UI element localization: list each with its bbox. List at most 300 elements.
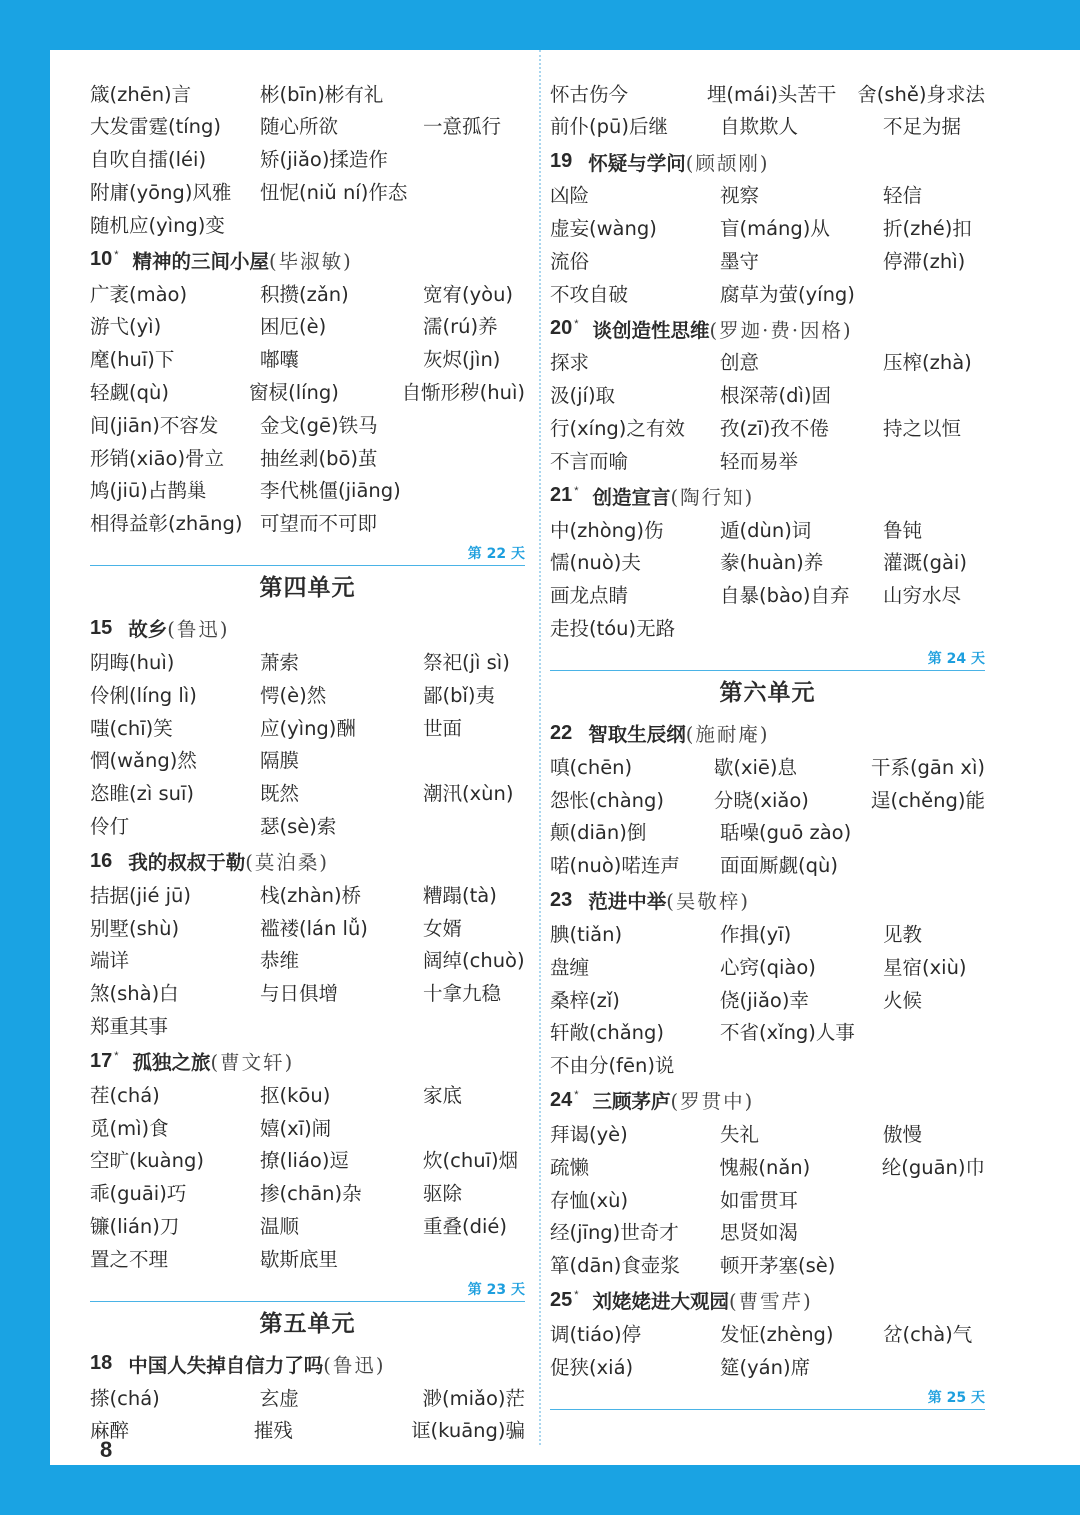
column-divider <box>539 50 541 1445</box>
vocab-word: 自吹自擂(léi) <box>90 148 207 172</box>
vocab-word: 墨守 <box>720 249 760 273</box>
vocab-word: 麾(huī)下 <box>90 348 175 372</box>
vocab-word: 遁(dùn)词 <box>720 518 812 542</box>
vocab-word: 汲(jí)取 <box>550 384 616 408</box>
vocab-word: 宽宥(yòu) <box>423 282 514 306</box>
vocab-word: 阴晦(huì) <box>90 651 175 674</box>
vocab-word: 女婿 <box>423 916 463 940</box>
vocab-row <box>550 1217 985 1250</box>
vocab-word: 灰烬(jìn) <box>423 348 501 372</box>
left-column <box>90 50 525 1448</box>
vocab-row <box>90 344 525 377</box>
vocab-word: 鄙(bǐ)夷 <box>423 683 496 707</box>
vocab-row <box>90 1415 525 1448</box>
vocab-word: 糟蹋(tà) <box>423 883 497 907</box>
vocab-word: 抠(kōu) <box>260 1083 331 1107</box>
lesson-title: 孤独之旅 <box>132 1051 211 1075</box>
vocab-word: 不言而喻 <box>550 449 629 473</box>
lesson-author: (莫泊桑) <box>245 851 329 875</box>
vocab-word: 懦(nuò)夫 <box>550 551 641 575</box>
lesson-heading <box>90 1346 525 1382</box>
lesson-heading <box>550 1282 985 1318</box>
lesson-author: (鲁迅) <box>167 618 230 642</box>
vocab-word: 存恤(xù) <box>550 1188 629 1212</box>
vocab-word: 撩(liáo)逗 <box>260 1149 349 1173</box>
vocab-row <box>550 612 985 645</box>
day-marker <box>90 1276 525 1302</box>
vocab-word: 面面厮觑(qù) <box>720 854 838 878</box>
vocab-row <box>90 376 525 409</box>
vocab-row <box>90 1210 525 1243</box>
vocab-word: 压榨(zhà) <box>883 351 972 375</box>
vocab-word: 不足为据 <box>883 115 962 139</box>
lesson-title: 中国人失掉自信力了吗 <box>128 1353 324 1377</box>
lesson-author: (顾颉刚) <box>685 151 770 175</box>
lesson-number <box>550 889 574 912</box>
vocab-word: 自惭形秽(huì) <box>401 381 525 405</box>
lesson-author: (陶行知) <box>670 485 755 509</box>
vocab-row <box>550 1151 985 1184</box>
vocab-word: 促狭(xiá) <box>550 1355 634 1379</box>
vocab-row <box>550 1318 985 1351</box>
vocab-word: 傲慢 <box>883 1122 923 1146</box>
vocab-word: 拜谒(yè) <box>550 1122 628 1146</box>
vocab-row <box>550 245 985 278</box>
vocab-word: 游弋(yì) <box>90 315 162 339</box>
vocab-row <box>550 1050 985 1083</box>
lesson-author: (毕淑敏) <box>269 249 353 273</box>
vocab-row <box>550 1250 985 1283</box>
vocab-row <box>90 945 525 978</box>
vocab-row <box>90 1243 525 1276</box>
vocab-row <box>90 1145 525 1178</box>
vocab-word: 腐草为萤(yíng) <box>720 282 855 306</box>
vocab-word: 惘(wǎng)然 <box>90 749 197 773</box>
lesson-title: 智取生辰纲 <box>588 723 686 747</box>
vocab-word: 应(yìng)酬 <box>260 716 356 740</box>
vocab-row <box>550 817 985 850</box>
vocab-word: 虚妄(wàng) <box>550 217 657 241</box>
vocab-word: 一意孤行 <box>423 115 502 139</box>
vocab-word: 流俗 <box>550 249 590 273</box>
lesson-number <box>550 1089 579 1112</box>
vocab-word: 怨怅(chàng) <box>550 788 664 812</box>
vocab-row <box>550 278 985 311</box>
vocab-word: 隔膜 <box>260 749 300 773</box>
vocab-word: 郑重其事 <box>90 1014 169 1038</box>
vocab-word: 桑梓(zǐ) <box>550 988 620 1012</box>
vocab-word: 失礼 <box>720 1122 760 1146</box>
vocab-word: 持之以恒 <box>883 417 962 441</box>
day-label: 第 23 天 <box>467 1281 525 1298</box>
vocab-row <box>90 144 525 177</box>
unit-title: 第四单元 <box>259 575 356 602</box>
vocab-row <box>90 442 525 475</box>
vocab-word: 别墅(shù) <box>90 916 180 940</box>
vocab-word: 颠(diān)倒 <box>550 821 647 845</box>
optional-mark: * <box>574 317 579 330</box>
vocab-row <box>550 347 985 380</box>
vocab-word: 恭维 <box>260 949 300 973</box>
lesson-title: 故乡 <box>128 618 168 642</box>
vocab-word: 侥(jiǎo)幸 <box>720 988 809 1012</box>
vocab-word: 与日俱增 <box>260 982 339 1006</box>
vocab-word: 恣睢(zì suī) <box>90 782 195 806</box>
lesson-number-value: 23 <box>550 888 573 911</box>
vocab-word: 灌溉(gài) <box>883 551 967 575</box>
lesson-heading <box>90 610 525 646</box>
vocab-word: 干系(gān xì) <box>870 755 985 779</box>
vocab-row <box>90 1010 525 1043</box>
vocab-word: 温顺 <box>260 1214 300 1238</box>
vocab-word: 嗤(chī)笑 <box>90 716 173 740</box>
vocab-row <box>550 1017 985 1050</box>
vocab-row <box>550 580 985 613</box>
vocab-word: 嘟囔 <box>260 348 300 372</box>
vocab-word: 纶(guān)巾 <box>881 1155 985 1179</box>
right-column <box>550 50 985 1410</box>
page <box>50 50 1080 1465</box>
vocab-row <box>550 850 985 883</box>
vocab-word: 聒噪(guō zào) <box>720 821 852 845</box>
vocab-word: 鸠(jiū)占鹊巢 <box>90 479 207 503</box>
vocab-row <box>550 180 985 213</box>
vocab-row <box>90 679 525 712</box>
vocab-word: 潮汛(xùn) <box>423 782 514 806</box>
vocab-word: 埋(mái)头苦干 <box>706 82 837 106</box>
day-marker <box>550 645 985 671</box>
lesson-author: (罗贯中) <box>670 1090 755 1114</box>
vocab-word: 喏(nuò)喏连声 <box>550 854 680 878</box>
vocab-word: 心窍(qiào) <box>720 955 816 979</box>
vocab-word: 家底 <box>423 1083 463 1107</box>
vocab-word: 濡(rú)养 <box>423 315 498 339</box>
vocab-word: 诓(kuāng)骗 <box>411 1419 525 1443</box>
vocab-row <box>90 912 525 945</box>
vocab-word: 间(jiān)不容发 <box>90 413 219 437</box>
vocab-row <box>550 951 985 984</box>
vocab-word: 箪(dān)食壶浆 <box>550 1254 680 1278</box>
vocab-word: 积攒(zǎn) <box>260 282 349 306</box>
lesson-number <box>550 1289 579 1312</box>
vocab-word: 愧赧(nǎn) <box>719 1155 811 1179</box>
optional-mark: * <box>574 1289 579 1302</box>
vocab-word: 忸怩(niǔ ní)作态 <box>260 181 408 205</box>
vocab-word: 广袤(mào) <box>90 282 188 306</box>
lesson-heading <box>550 882 985 918</box>
lesson-author: (曹雪芹) <box>729 1290 813 1314</box>
vocab-word: 自暴(bào)自弃 <box>720 584 850 608</box>
vocab-word: 相得益彰(zhāng) <box>90 512 243 536</box>
vocab-word: 端详 <box>90 949 130 973</box>
lesson-number-value: 16 <box>90 849 113 872</box>
vocab-word: 孜(zī)孜不倦 <box>720 417 829 441</box>
vocab-word: 搽(chá) <box>90 1386 160 1410</box>
lesson-number-value: 15 <box>90 616 113 639</box>
vocab-row <box>550 751 985 784</box>
lesson-number-value: 17 <box>90 1049 113 1072</box>
vocab-word: 世面 <box>423 716 463 740</box>
vocab-word: 嬉(xī)闹 <box>260 1116 332 1140</box>
lesson-title: 怀疑与学问 <box>588 151 686 175</box>
vocab-word: 困厄(è) <box>260 315 327 339</box>
vocab-word: 十拿九稳 <box>423 982 502 1006</box>
vocab-word: 筵(yán)席 <box>720 1355 811 1379</box>
vocab-word: 豢(huàn)养 <box>720 551 824 575</box>
vocab-row <box>90 508 525 541</box>
vocab-word: 乖(guāi)巧 <box>90 1182 187 1206</box>
lesson-heading <box>90 843 525 879</box>
day-marker <box>90 540 525 566</box>
vocab-word: 随心所欲 <box>260 115 339 139</box>
lesson-title: 创造宣言 <box>592 485 671 509</box>
vocab-word: 附庸(yōng)风雅 <box>90 181 232 205</box>
vocab-word: 山穷水尽 <box>883 584 962 608</box>
vocab-word: 箴(zhēn)言 <box>90 82 192 106</box>
lesson-title: 我的叔叔于勒 <box>128 851 246 875</box>
vocab-word: 彬(bīn)彬有礼 <box>260 82 384 106</box>
lesson-number-value: 18 <box>90 1352 113 1375</box>
lesson-heading <box>550 1082 985 1118</box>
lesson-heading <box>550 715 985 751</box>
vocab-row <box>90 778 525 811</box>
vocab-row <box>90 745 525 778</box>
vocab-row <box>550 445 985 478</box>
vocab-word: 自欺欺人 <box>720 115 799 139</box>
day-label: 第 24 天 <box>927 651 985 668</box>
vocab-word: 歇(xiē)息 <box>713 755 798 779</box>
vocab-row <box>550 1118 985 1151</box>
vocab-row <box>550 514 985 547</box>
vocab-word: 轩敞(chǎng) <box>550 1021 664 1045</box>
lesson-number <box>90 850 114 873</box>
vocab-row <box>550 784 985 817</box>
lesson-number <box>90 248 119 271</box>
vocab-word: 作揖(yī) <box>720 922 792 946</box>
vocab-word: 炊(chuī)烟 <box>423 1149 519 1173</box>
lesson-author: (施耐庵) <box>685 723 770 747</box>
vocab-word: 掺(chān)杂 <box>260 1182 362 1206</box>
vocab-word: 盲(máng)从 <box>720 217 830 241</box>
vocab-word: 经(jīng)世奇才 <box>550 1221 679 1245</box>
vocab-word: 拮据(jié jū) <box>90 883 192 907</box>
vocab-row <box>90 1079 525 1112</box>
vocab-row <box>90 879 525 912</box>
vocab-word: 大发雷霆(tíng) <box>90 115 222 139</box>
vocab-word: 走投(tóu)无路 <box>550 617 676 640</box>
vocab-word: 置之不理 <box>90 1247 169 1271</box>
vocab-word: 瑟(sè)索 <box>260 814 337 838</box>
vocab-word: 腆(tiǎn) <box>550 922 623 946</box>
lesson-heading <box>550 478 985 514</box>
lesson-number <box>90 617 114 640</box>
vocab-row <box>90 278 525 311</box>
lesson-title: 三顾茅庐 <box>592 1090 671 1114</box>
vocab-row <box>90 1382 525 1415</box>
vocab-row <box>90 209 525 242</box>
vocab-word: 分晓(xiǎo) <box>713 788 809 812</box>
vocab-word: 中(zhòng)伤 <box>550 518 664 542</box>
vocab-word: 李代桃僵(jiāng) <box>260 479 401 503</box>
vocab-word: 轻而易举 <box>720 449 799 473</box>
lesson-author: (吴敬梓) <box>666 890 750 914</box>
vocab-word: 重叠(dié) <box>423 1214 508 1238</box>
vocab-row <box>550 547 985 580</box>
vocab-word: 阔绰(chuò) <box>423 949 525 973</box>
vocab-word: 栈(zhàn)桥 <box>260 883 362 907</box>
vocab-word: 麻醉 <box>90 1419 130 1443</box>
vocab-row <box>550 1184 985 1217</box>
vocab-row <box>550 111 985 144</box>
optional-mark: * <box>574 1089 579 1102</box>
vocab-word: 伶仃 <box>90 814 130 838</box>
day-label: 第 22 天 <box>467 546 525 563</box>
vocab-word: 驱除 <box>423 1182 463 1206</box>
vocab-word: 疏懒 <box>550 1155 590 1179</box>
vocab-row <box>90 1178 525 1211</box>
vocab-word: 抽丝剥(bō)茧 <box>260 446 378 470</box>
vocab-word: 行(xíng)之有效 <box>550 417 685 441</box>
lesson-number-value: 21 <box>550 484 573 507</box>
vocab-word: 停滞(zhì) <box>883 249 966 273</box>
vocab-word: 思贤如渴 <box>720 1221 799 1245</box>
vocab-row <box>90 78 525 111</box>
vocab-word: 歇斯底里 <box>260 1247 339 1271</box>
vocab-word: 轻信 <box>883 184 923 208</box>
vocab-word: 摧残 <box>253 1419 293 1443</box>
vocab-word: 伶俐(líng lì) <box>90 683 197 707</box>
vocab-word: 探求 <box>550 351 590 375</box>
vocab-word: 见教 <box>883 922 923 946</box>
unit-title: 第五单元 <box>259 1310 356 1337</box>
vocab-word: 煞(shà)白 <box>90 982 179 1006</box>
lesson-number <box>90 1352 114 1375</box>
lesson-author: (鲁迅) <box>323 1353 386 1377</box>
vocab-row <box>90 475 525 508</box>
lesson-title: 精神的三间小屋 <box>132 249 270 273</box>
vocab-row <box>550 380 985 413</box>
vocab-word: 愕(è)然 <box>260 683 327 707</box>
vocab-word: 怀古伤今 <box>550 82 629 106</box>
vocab-word: 既然 <box>260 782 300 806</box>
vocab-word: 盘缠 <box>550 955 590 979</box>
lesson-number <box>550 317 579 340</box>
vocab-row <box>90 111 525 144</box>
vocab-row <box>90 810 525 843</box>
lesson-heading <box>550 144 985 180</box>
vocab-word: 茬(chá) <box>90 1083 160 1107</box>
vocab-row <box>90 646 525 679</box>
lesson-heading <box>550 311 985 347</box>
vocab-word: 视察 <box>720 184 760 208</box>
lesson-number <box>90 1050 119 1073</box>
vocab-word: 轻觑(qù) <box>90 381 169 405</box>
lesson-number-value: 25 <box>550 1288 573 1311</box>
lesson-number-value: 20 <box>550 317 573 340</box>
vocab-word: 逞(chěng)能 <box>870 788 985 812</box>
optional-mark: * <box>114 1049 119 1062</box>
vocab-row <box>550 412 985 445</box>
vocab-word: 鲁钝 <box>883 518 923 542</box>
vocab-word: 褴褛(lán lǚ) <box>260 916 368 940</box>
day-label: 第 25 天 <box>927 1389 985 1406</box>
vocab-word: 镰(lián)刀 <box>90 1214 180 1238</box>
vocab-word: 发怔(zhèng) <box>720 1322 834 1346</box>
vocab-word: 不攻自破 <box>550 282 629 306</box>
vocab-word: 金戈(gē)铁马 <box>260 413 378 437</box>
vocab-row <box>90 409 525 442</box>
vocab-word: 调(tiáo)停 <box>550 1322 642 1346</box>
vocab-word: 折(zhé)扣 <box>883 217 972 241</box>
vocab-row <box>550 212 985 245</box>
vocab-word: 觅(mì)食 <box>90 1116 169 1140</box>
lesson-number-value: 19 <box>550 150 573 173</box>
page-number: 8 <box>100 1437 113 1462</box>
vocab-word: 顿开茅塞(sè) <box>720 1254 836 1278</box>
optional-mark: * <box>574 484 579 497</box>
day-marker <box>550 1384 985 1410</box>
unit-title: 第六单元 <box>719 680 816 707</box>
lesson-title: 范进中举 <box>588 890 667 914</box>
vocab-word: 嗔(chēn) <box>550 755 633 779</box>
lesson-title: 刘姥姥进大观园 <box>592 1290 730 1314</box>
vocab-word: 凶险 <box>550 184 590 208</box>
vocab-word: 前仆(pū)后继 <box>550 115 668 139</box>
vocab-word: 不省(xǐng)人事 <box>720 1021 855 1045</box>
vocab-row <box>550 78 985 111</box>
vocab-word: 形销(xiāo)骨立 <box>90 446 225 470</box>
vocab-word: 萧索 <box>260 651 300 674</box>
vocab-word: 随机应(yìng)变 <box>90 213 225 237</box>
vocab-row <box>90 978 525 1011</box>
vocab-word: 火候 <box>883 988 923 1012</box>
vocab-word: 玄虚 <box>259 1386 299 1410</box>
vocab-word: 祭祀(jì sì) <box>423 651 510 674</box>
lesson-heading <box>90 1043 525 1079</box>
vocab-word: 根深蒂(dì)固 <box>720 384 832 408</box>
vocab-row <box>90 712 525 745</box>
vocab-word: 空旷(kuàng) <box>90 1149 204 1173</box>
vocab-row <box>90 176 525 209</box>
vocab-word: 可望而不可即 <box>260 512 378 536</box>
lesson-number-value: 10 <box>90 248 113 271</box>
lesson-title: 谈创造性思维 <box>592 318 710 342</box>
lesson-number <box>550 150 574 173</box>
vocab-word: 星宿(xiù) <box>883 955 967 979</box>
lesson-number-value: 24 <box>550 1088 573 1111</box>
vocab-word: 窗棂(líng) <box>249 381 339 405</box>
vocab-word: 岔(chà)气 <box>883 1322 973 1346</box>
vocab-word: 舍(shě)身求法 <box>857 82 985 106</box>
lesson-author: (曹文轩) <box>210 1051 295 1075</box>
vocab-word: 创意 <box>720 351 760 375</box>
lesson-author: (罗迦·费·因格) <box>709 318 853 342</box>
vocab-word: 画龙点睛 <box>550 584 629 608</box>
vocab-word: 不由分(fēn)说 <box>550 1054 675 1078</box>
vocab-word: 如雷贯耳 <box>720 1188 799 1212</box>
vocab-row <box>550 1351 985 1384</box>
lesson-number-value: 22 <box>550 721 573 744</box>
vocab-row <box>550 984 985 1017</box>
lesson-number <box>550 722 574 745</box>
lesson-heading <box>90 242 525 278</box>
vocab-row <box>550 918 985 951</box>
vocab-row <box>90 311 525 344</box>
lesson-number <box>550 484 579 507</box>
vocab-word: 矫(jiǎo)揉造作 <box>260 148 388 172</box>
optional-mark: * <box>114 248 119 261</box>
vocab-word: 渺(miǎo)茫 <box>422 1386 525 1410</box>
